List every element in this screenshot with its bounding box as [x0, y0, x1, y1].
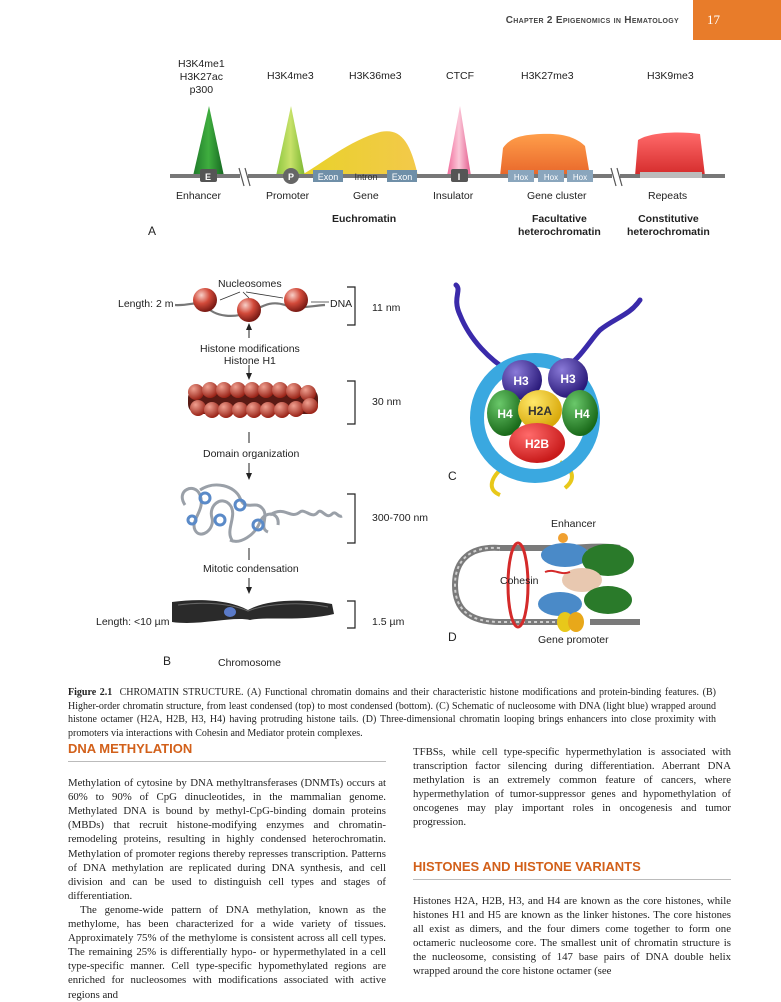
chromosome-label: Chromosome — [218, 657, 282, 669]
gene-region: Gene — [353, 190, 379, 202]
hox-label-1: Hox — [513, 173, 529, 182]
paragraph: Histones H2A, H2B, H3, and H4 are known as the core histones, while histones H1 and H5 are known as the linker histones. The core histones all exist as dimers, and the four dimers come together to form one octameric nucleosome core. The smallest unit of chromatin structure is the nucleosome, consisting of 147 base pairs of DNA double helix wrapped around the core histone octamer (see — [413, 894, 731, 978]
insulator-box-label: I — [457, 172, 461, 182]
panel-letter-d: D — [448, 630, 457, 644]
length-bottom-label: Length: <10 µm — [96, 616, 170, 628]
panel-letter-a: A — [148, 224, 157, 238]
section-heading-histones: HISTONES AND HISTONE VARIANTS — [413, 860, 731, 880]
page-number: 17 — [693, 0, 781, 40]
paragraph: Methylation of cytosine by DNA methyltransferases (DNMTs) occurs at 60% to 90% of CpG dinucleotides, in the mammalian genome. Methylated DNA is bound by methyl-CpG-binding domain proteins (MBDs) that recruit histone-modifying enzymes and chromatin-remodeling proteins, resulting in highly condensed heterochromatin. Methylation of promoter regions thereby represses transcription. Patterns of DNA methylation are replicated during DNA synthesis, and cell division and can be used to distinguish cell types and stages of differentiation. — [68, 777, 386, 902]
size-1-5um: 1.5 µm — [372, 616, 405, 628]
enhancer-region: Enhancer — [176, 190, 221, 202]
left-column — [68, 742, 386, 1002]
repeats-region: Repeats — [648, 190, 688, 202]
insulator-mark: CTCF — [446, 70, 474, 82]
right-column — [413, 745, 731, 978]
size-30nm: 30 nm — [372, 396, 402, 408]
gene-cluster-mark: H3K27me3 — [521, 70, 574, 82]
cohesin-label: Cohesin — [500, 575, 539, 587]
panel-letter-c: C — [448, 469, 457, 483]
figure-caption — [68, 686, 716, 740]
hox-label-2: Hox — [543, 173, 559, 182]
repeats-mark: H3K9me3 — [647, 70, 694, 82]
h3-right-label: H3 — [560, 372, 576, 386]
promoter-region: Promoter — [266, 190, 310, 202]
paragraph: The genome-wide pattern of DNA methylation, known as the methylome, has been characterized for a wide variety of tissues. Approximately 75% of the methylome is consistent across all cell types. The remaining 25% is differentially hypo- or hypermethylated in a cell type-specific manner. Cell type-specific hypomethylated regions are enriched for nucleosomes with modifications associated with active regions and — [68, 903, 386, 1001]
gene-promoter-label: Gene promoter — [538, 634, 609, 646]
enhancer-complex — [541, 543, 589, 567]
h4-left-label: H4 — [497, 407, 513, 421]
enhancer-d-label: Enhancer — [551, 518, 596, 530]
nucleosomes-label: Nucleosomes — [218, 278, 282, 290]
euchromatin-label: Euchromatin — [332, 213, 397, 225]
exon-label-1: Exon — [317, 172, 339, 182]
dna-label: DNA — [330, 298, 353, 310]
paragraph: TFBSs, while cell type-specific hypermethylation is associated with transcription factor silencing during differentiation. Aberrant DNA methylation is an extremely common feature of cancers, where hypermethylation of tumor-suppressor genes and hypomethylation of oncogenes may play important roles in oncogenesis and tumor progression. — [413, 746, 731, 829]
facultative-heterochromatin-label: Facultative heterochromatin — [518, 213, 601, 238]
promoter-mark: H3K4me3 — [267, 70, 314, 82]
length-top-label: Length: 2 m — [118, 298, 174, 310]
gene-cluster-region: Gene cluster — [527, 190, 587, 202]
domain-organization-label: Domain organization — [203, 448, 300, 460]
promoter-box-label: P — [287, 172, 295, 182]
enhancer-marks: H3K4me1 H3K27ac p300 — [178, 58, 225, 96]
size-11nm: 11 nm — [372, 302, 401, 314]
enhancer-box-label: E — [204, 172, 212, 182]
h2b-label: H2B — [524, 437, 550, 451]
intron-label: Intron — [354, 172, 378, 182]
size-300-700nm: 300-700 nm — [372, 512, 429, 524]
h2a-label: H2A — [527, 404, 553, 418]
insulator-region: Insulator — [433, 190, 474, 202]
gene-mark: H3K36me3 — [349, 70, 402, 82]
hox-label-3: Hox — [572, 173, 588, 182]
figure-label: Figure 2.1 — [68, 687, 113, 698]
mitotic-condensation-label: Mitotic condensation — [203, 563, 299, 575]
running-head: Chapter 2 Epigenomics in Hematology — [505, 14, 679, 26]
h3-left-label: H3 — [513, 374, 529, 388]
panel-letter-b: B — [163, 654, 172, 668]
histone-modifications-label: Histone modifications Histone H1 — [200, 343, 300, 367]
constitutive-heterochromatin-label: Constitutive heterochromatin — [627, 213, 710, 238]
h4-right-label: H4 — [574, 407, 590, 421]
caption-text: CHROMATIN STRUCTURE. (A) Functional chromatin domains and their characteristic histone modifications and protein-binding features. (B) Higher-order chromatin structure, from least condensed (top) to most condensed (bottom). (C) Schematic of nucleosome with DNA (light blue) wrapped around histone octamer (H2A, H2B, H3, H4) having protruding histone tails. (D) Three-dimensional chromatin looping brings enhancers into close proximity with promoters via interactions with Cohesin and Mediator protein complexes. — [68, 687, 717, 739]
exon-label-2: Exon — [391, 172, 413, 182]
section-heading-dna-methylation: DNA METHYLATION — [68, 742, 386, 762]
